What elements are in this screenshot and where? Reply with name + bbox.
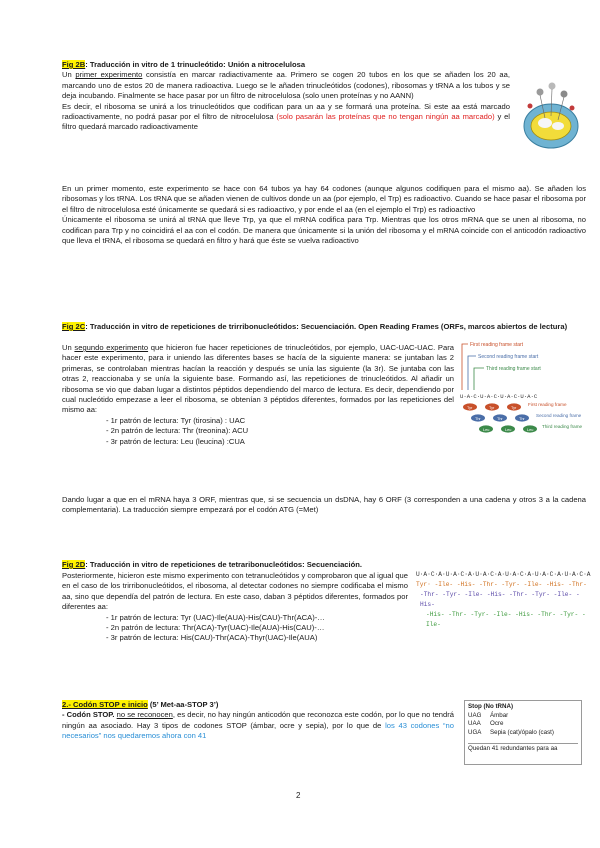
list-item: - 3r patrón de lectura: Leu (leucina) :CUA (106, 436, 245, 446)
section-fig2b (62, 60, 510, 133)
frame3-start-label: Third reading frame start (486, 366, 541, 372)
frame-label: Second reading frame (536, 413, 582, 418)
frame1-peptide: Tyr· -Ile- -His- -Thr- -Tyr- -Ile- -His- -Thr- (416, 581, 587, 588)
heading-text: 2.- Codón STOP e inicio (62, 700, 148, 709)
codon-cell: UAA (468, 720, 481, 728)
aa-label: Thr (519, 417, 525, 421)
aa-label: Thr (475, 417, 481, 421)
text: consistía en marcar radiactivamente aa. Primero se cogen 20 tubos en los que se añaden los 20 aa, marcando uno de estos 20 de manera radioactiva. Luego se le añaden trinucleótidos (codones), ribosomas y tRNA a los tubos y se deja incubando. Finalmente se hace pasar por un filtro de nitrocelulosa (solo unen proteínas y no AANN) (62, 70, 510, 101)
table-row (468, 720, 578, 729)
paragraph (62, 102, 510, 133)
stop-codon-table (464, 700, 582, 765)
red-text: (solo pasarán las proteínas que no tengan ningún aa marcado) (276, 112, 495, 122)
text: , es decir, no hay ningún anticodón que reconozca este codón, por lo que no tendrá ningún aa asociado. Hay 3 tipos de codones STOP (ámbar, ocre y sepia), por lo que de (62, 710, 454, 730)
section-fig2c (62, 322, 586, 332)
table-footer: Quedan 41 redundantes para aa (468, 743, 578, 754)
text: En un primer momento, este experimento se hace con 64 tubos ya hay 64 codones (aunque algunos codifiquen para el mismo aa). Se añaden los ribosomas y los tRNA. Los tRNA que se añaden vienen de cultivos donde un aa (por ejemplo, el Trp) es radioactivo. Cuando se hace pasar el ribosoma por el filtro de nitrocelulosa esté únicamente se quedará si es radioactivo, y por ende el aa (en el ejemplo el Trp) es radioactivo (62, 184, 586, 214)
table-row (468, 729, 578, 738)
reading-frames-figure (456, 340, 586, 436)
section-fig2d (62, 560, 586, 570)
table-row (468, 712, 578, 721)
aa-label: Tyr (511, 406, 517, 410)
frame2-peptide: -Thr- -Tyr- -Ile- -His- -Thr- -Tyr- -Ile- -His- (420, 591, 580, 608)
list-item: - 1r patrón de lectura: Tyr (tirosina) : UAC (106, 415, 246, 425)
paragraph (62, 571, 408, 644)
underlined-text: segundo experimento (74, 343, 149, 352)
page-number: 2 (296, 791, 301, 800)
text: Un (62, 343, 75, 352)
section-heading (62, 560, 586, 570)
text: que hicieron fue hacer repeticiones de trinucleótidos, por ejemplo, UAC-UAC-UAC. Para hacer este experimento, para ir uniendo las diferentes bases se hacía de la siguiente manera: se juntaban las 2 primeras, se controlaban mientras hacían la reacción y después se unía las siguiente (la 3r). Se juntaba con las otras 2, reaccionaba y se unía la siguiente base. Formando así, las repeticiones de trinucleótidos. Al añadir un ribosoma se vio que daban lugar a distintos péptidos dependiendo del marco de lectura. Es decir, dependiendo por cual nucleótido empezase a leer el ribosoma, se obtenían 3 péptidos diferentes, formados por las repeticiones del mismo aa: (62, 343, 454, 415)
list-item: - 2n patrón de lectura: Thr (treonina): ACU (106, 426, 249, 436)
text: Un (62, 70, 76, 80)
aa-label: Leu (483, 428, 490, 432)
aa-label: Tyr (467, 406, 473, 410)
heading-text: : Traducción in vitro de 1 trinucleótido: Unión a nitrocelulosa (85, 60, 306, 69)
list-item: - 3r patrón de lectura: His(CAU)-Thr(ACA)-Thyr(UAC)-Ile(AUA) (106, 633, 318, 643)
text: Únicamente el ribosoma se unirá al tRNA que lleve Trp, ya que el mRNA codifica para Trp. Mientras que los otros mRNA que se unen al ribosoma, no codifican para Trp y no coincidirá el aa con el codón. De manera que únicamente si la unión del ribosoma y el mRNA coincide con el anticodón radioactivo que lleva el tRNA, el ribosoma se quedará en filtro y hará que éste se vuelva radioactivo (62, 215, 586, 246)
codon-cell: UGA (468, 728, 482, 736)
frame-label: First reading frame (528, 402, 567, 407)
underlined-text: no se reconocen (116, 710, 173, 720)
text: Es decir, el ribosoma se unirá a los trinucleótidos que codifican para un aa y se formará una proteína. Si este aa está marcado radioactivamente, no podrá pasar por el filtro de nitrocelulosa (62, 101, 510, 122)
frame-label: Third reading frame (542, 424, 583, 429)
paragraph (62, 710, 454, 741)
aa-label: Thr (497, 417, 503, 421)
blue-text: los 43 codones “no necesarios” nos quedaremos ahora con 41 (62, 720, 454, 741)
pattern-list (62, 613, 408, 644)
frame2-start-label: Second reading frame start (478, 354, 539, 360)
figure-tag: Fig 2D (62, 560, 86, 569)
codon-cell: UAG (468, 711, 482, 719)
frame3-peptide: -His- -Thr- -Tyr- -Ile- -His- -Thr- -Tyr- -Ile- (426, 611, 586, 628)
heading-subtext: (5’ Met-aa-STOP 3’) (147, 700, 219, 709)
section-heading (62, 322, 586, 332)
heading-text: : Traducción in vitro de repeticiones de trirribonucleótidos: Secuenciación. Open Reading Frames (ORFs, marcos abiertos de lectura) (85, 322, 568, 331)
section-heading (62, 700, 454, 710)
sequence-line: U·A·C·A·U·A·C·A·U·A·C·A·U·A·C·A·U·A·C·A·U·A·C·A (416, 571, 591, 578)
name-cell: Ocre (490, 720, 504, 728)
figure-tag: Fig 2B (62, 60, 86, 69)
paragraph (62, 70, 510, 101)
aa-label: Leu (505, 428, 512, 432)
name-cell: Sepia (cat)/ópalo (cast) (490, 728, 554, 736)
aa-label: Leu (527, 428, 534, 432)
table-header: Stop (No tRNA) (468, 703, 514, 710)
list-item: - 2n patrón de lectura: Thr(ACA)-Tyr(UAC)-Ile(AUA)-His(CAU)-… (106, 623, 325, 633)
figure-tag: Fig 2C (62, 322, 86, 331)
heading-text: : Traducción in vitro de repeticiones de tetraribonucleótidos: Secuenciación. (85, 560, 363, 569)
aa-label: Tyr (489, 406, 495, 410)
rna-sequence: U·A·C·U·A·C·U·A·C·U·A·C (460, 393, 538, 400)
text: - Codón STOP. (62, 710, 117, 720)
paragraph (62, 184, 586, 246)
name-cell: Ámbar (490, 711, 509, 719)
section-stop-codons (62, 700, 454, 742)
tetranucleotide-sequence (416, 570, 591, 630)
section-heading (62, 60, 510, 70)
underlined-text: primer experimento (75, 70, 143, 80)
paragraph (62, 495, 586, 516)
frame1-start-label: First reading frame start (470, 342, 524, 348)
paragraph (62, 343, 454, 447)
text: Posteriormente, hicieron este mismo experimento con tetranucleótidos y comprobaron que al igual que en el caso de los trirribonucleótidos, el ribosoma, al detectar codones no siempre codificaba el mismo aa, sino que dependía del patrón de lectura. En este caso, daban 3 péptidos diferentes, formados por diferentes aa: (62, 571, 408, 612)
list-item: - 1r patrón de lectura: Tyr (UAC)-Ile(AUA)-His(CAU)-Thr(ACA)-… (106, 612, 325, 622)
pattern-list (62, 416, 454, 447)
ribosome-figure (518, 76, 584, 154)
text: Dando lugar a que en el mRNA haya 3 ORF, mientras que, si se secuencia un dsDNA, hay 6 ORF (3 corresponden a una cadena y otros 3 a la cadena complementaria). La traducción siempre empezará por el codón ATG (=Met) (62, 495, 586, 515)
text: y el filtro quedará marcado radioactivamente (62, 112, 510, 132)
